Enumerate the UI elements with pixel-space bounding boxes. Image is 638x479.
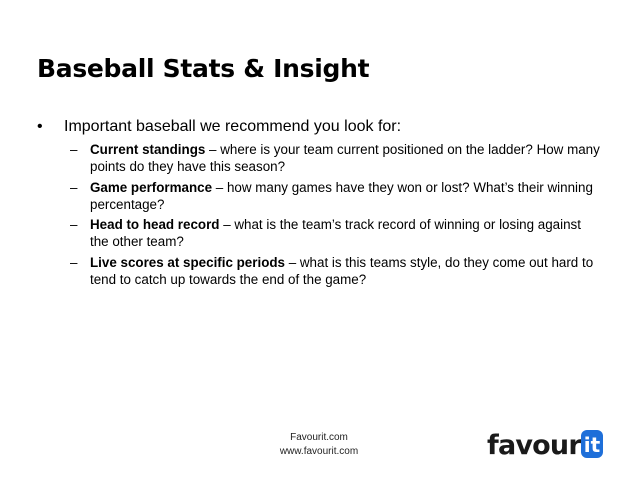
sub-bullet — [70, 254, 600, 288]
sub-bullet-text — [90, 179, 600, 213]
sub-bullet-text — [90, 216, 600, 250]
sub-bullet-description: – what is the team’s track record of winning or losing against the other team? — [90, 217, 581, 249]
logo-badge-text: it — [583, 433, 601, 457]
sub-bullet-term: Head to head record — [90, 217, 220, 232]
dash-marker: – — [70, 142, 78, 157]
sub-bullet — [70, 216, 600, 250]
sub-bullet-description: – where is your team current positioned on the ladder? How many points do they have this season? — [90, 142, 600, 174]
dash-marker: – — [70, 254, 78, 270]
sub-bullet — [70, 179, 600, 213]
sub-bullet-description: – how many games have they won or lost? What’s their winning percentage? — [90, 179, 593, 212]
sub-bullet-term: Game performance — [90, 179, 213, 195]
favourit-logo — [487, 424, 605, 464]
slide-title: Baseball Stats & Insight — [37, 54, 370, 83]
dash-marker: – — [70, 217, 78, 232]
sub-bullet-text — [90, 254, 600, 288]
footer-site-name: Favourit.com — [290, 432, 348, 443]
main-bullet — [37, 117, 607, 137]
sub-bullet-description: – what is this teams style, do they come out hard to tend to catch up towards the end of the game? — [90, 254, 594, 287]
sub-bullet-term: Live scores at specific periods — [90, 254, 285, 270]
sub-bullet — [70, 141, 600, 175]
dash-marker: – — [70, 179, 78, 195]
sub-bullet-list — [70, 141, 600, 291]
bullet-dot: • — [37, 118, 43, 135]
main-bullet-text: Important baseball we recommend you look for: — [64, 118, 402, 135]
logo-wordmark: favour — [487, 430, 581, 461]
footer-site-url: www.favourit.com — [279, 446, 359, 457]
sub-bullet-text — [90, 141, 600, 175]
sub-bullet-term: Current standings — [90, 142, 206, 157]
